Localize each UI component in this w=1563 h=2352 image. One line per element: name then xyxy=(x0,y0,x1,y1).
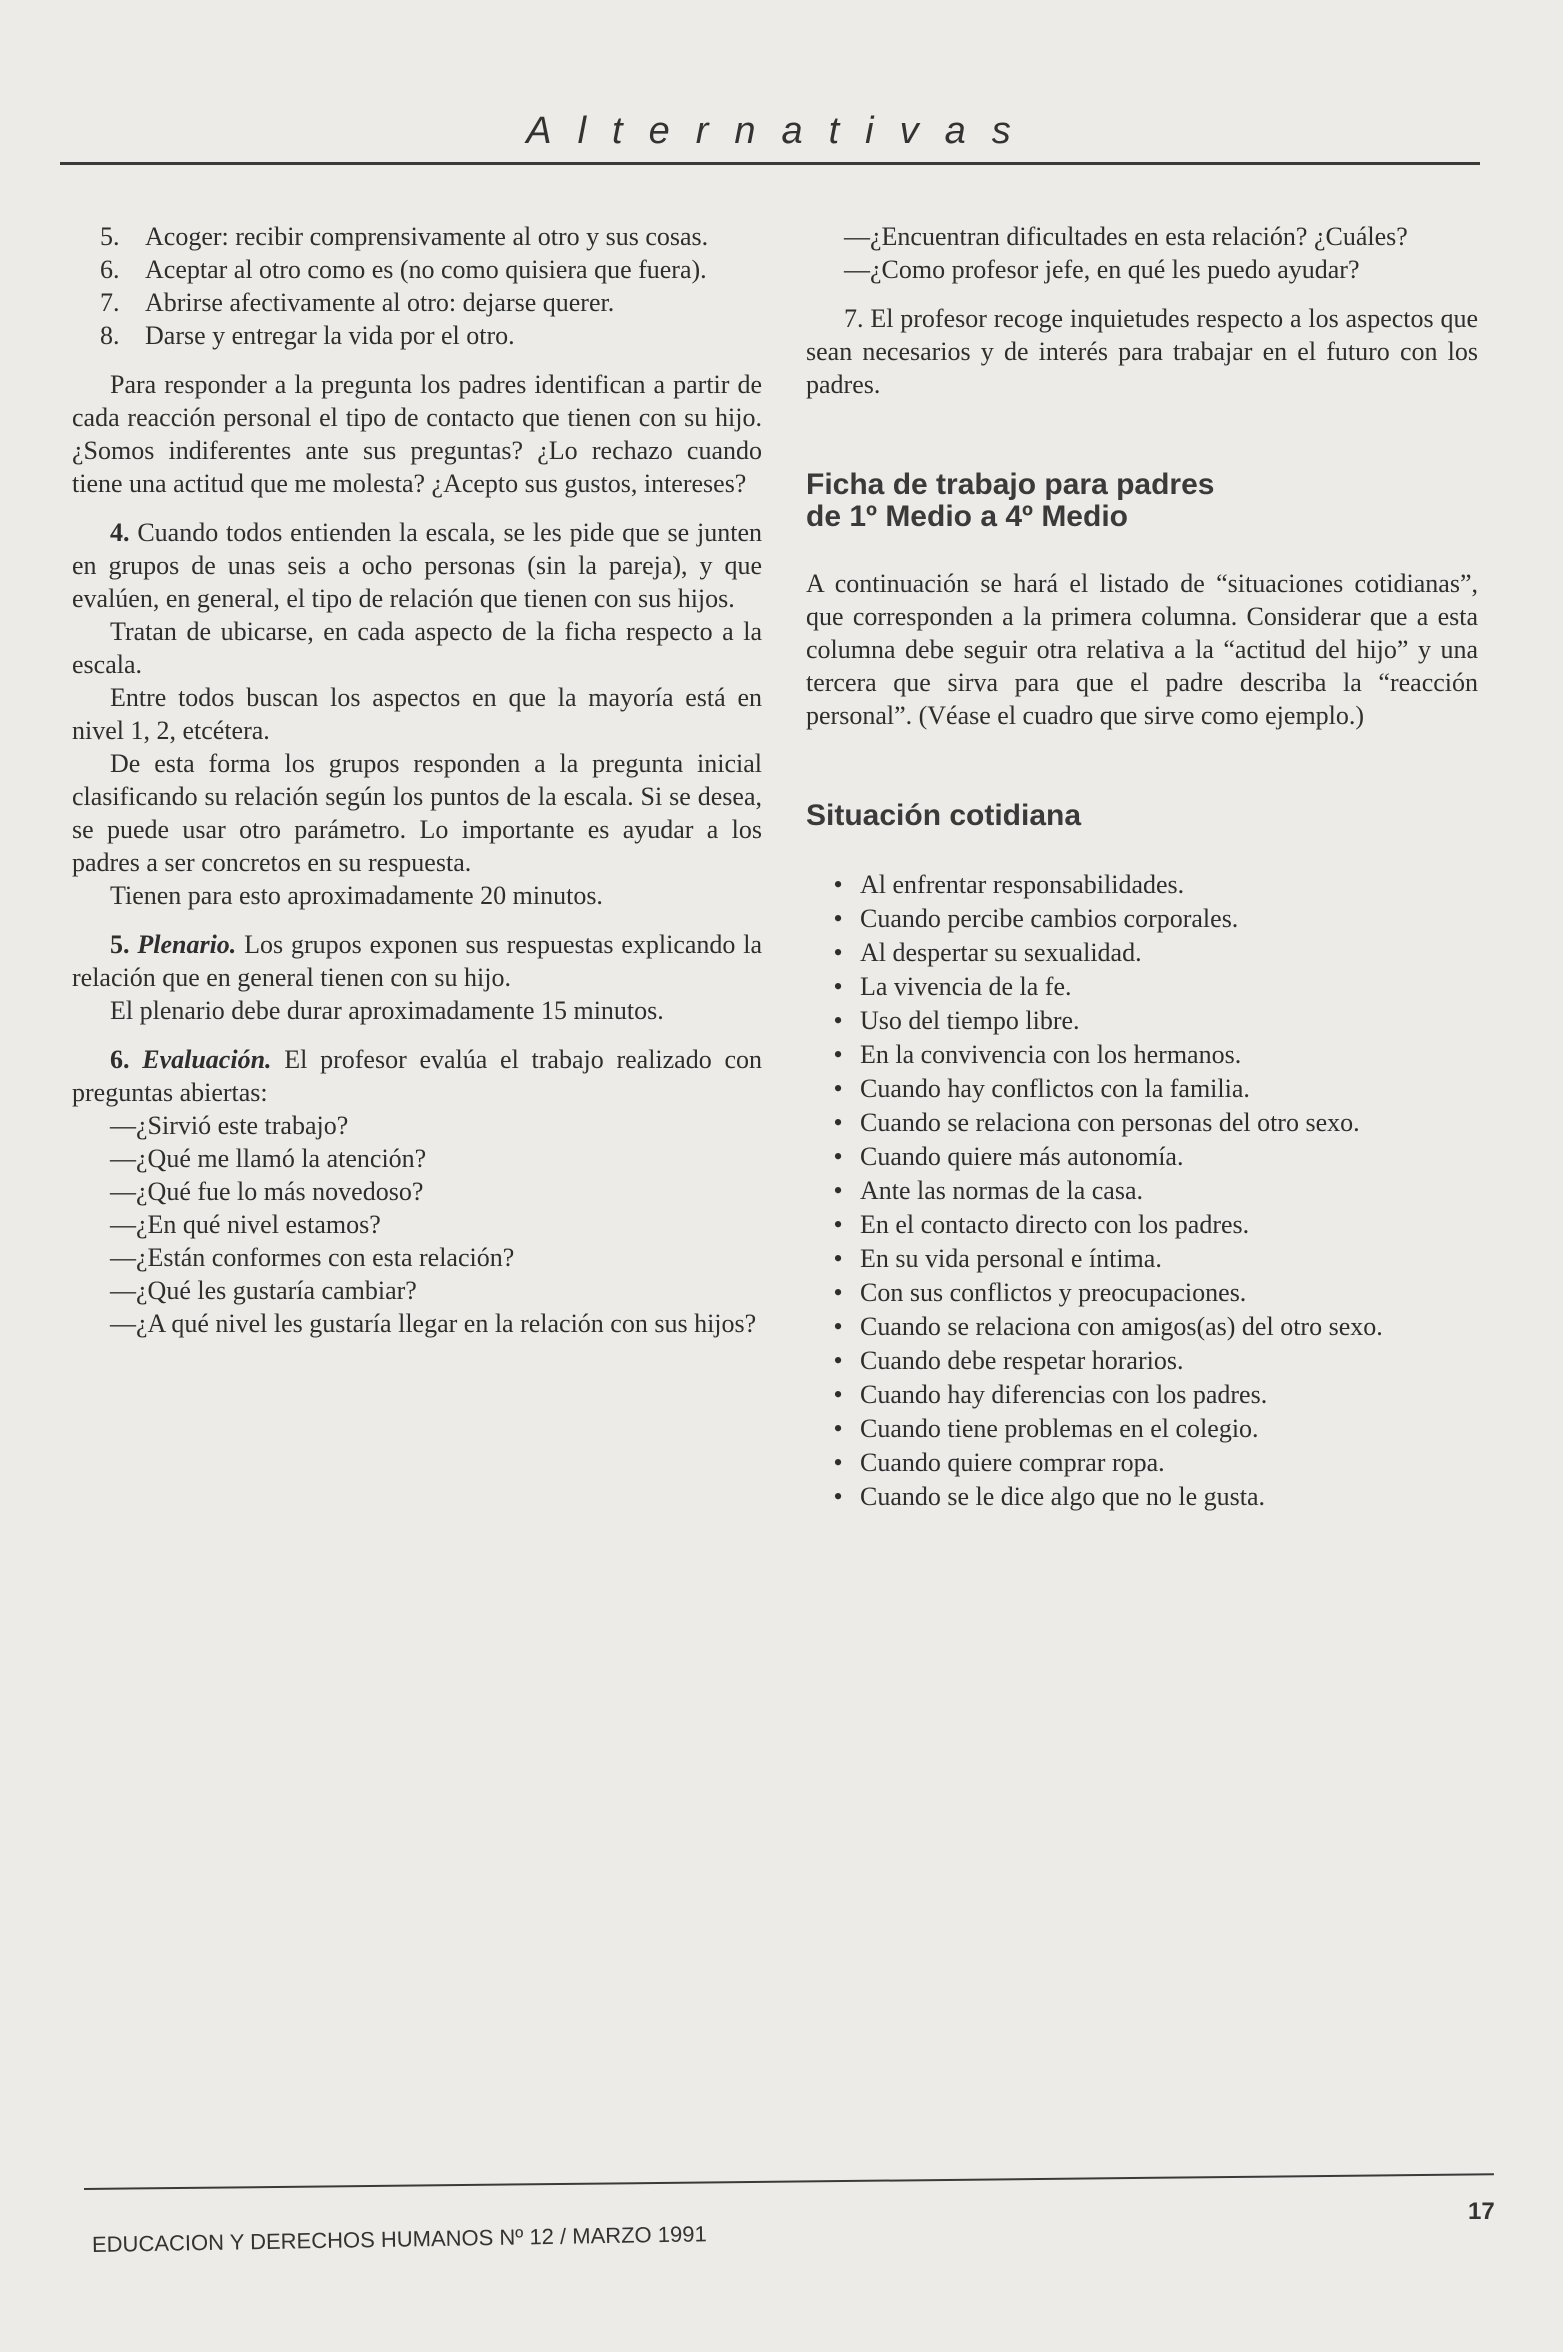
left-column xyxy=(72,220,762,1340)
question-difficulties: —¿Encuentran dificultades en esta relación? ¿Cuáles? xyxy=(844,222,1408,251)
step-4-number: 4. xyxy=(110,518,130,547)
bullet-icon: • xyxy=(833,972,843,1001)
ficha-heading-line-1: Ficha de trabajo para padres xyxy=(806,468,1215,501)
bullet-icon: • xyxy=(833,1312,843,1341)
situacion-text: Cuando debe respetar horarios. xyxy=(860,1346,1184,1375)
footer-rule xyxy=(84,2173,1494,2190)
step-4-paragraph-4: De esta forma los grupos responden a la pregunta inicial clasificando su relación según los puntos de la escala. Si se desea, se puede usar otro parámetro. Lo importante es ayudar a los padres a ser concretos en su respuesta. xyxy=(72,749,762,877)
situacion-item xyxy=(806,868,1478,902)
situacion-text: En la convivencia con los hermanos. xyxy=(860,1040,1242,1069)
situacion-text: Al despertar su sexualidad. xyxy=(860,938,1142,967)
situacion-item xyxy=(806,1038,1478,1072)
question-item: —¿Qué me llamó la atención? xyxy=(110,1144,427,1173)
question-item: —¿Qué les gustaría cambiar? xyxy=(110,1276,417,1305)
question-item: —¿A qué nivel les gustaría llegar en la relación con sus hijos? xyxy=(110,1309,757,1338)
situacion-item xyxy=(806,936,1478,970)
bullet-icon: • xyxy=(833,1244,843,1273)
situacion-text: Cuando tiene problemas en el colegio. xyxy=(860,1414,1259,1443)
question-item: —¿En qué nivel estamos? xyxy=(110,1210,381,1239)
question-item: —¿Qué fue lo más novedoso? xyxy=(110,1177,424,1206)
situacion-item xyxy=(806,1072,1478,1106)
situacion-item xyxy=(806,1242,1478,1276)
bullet-icon: • xyxy=(833,1482,843,1511)
situacion-text: Al enfrentar responsabilidades. xyxy=(860,870,1185,899)
step-4-paragraph-2: Tratan de ubicarse, en cada aspecto de la ficha respecto a la escala. xyxy=(72,617,762,679)
situacion-item xyxy=(806,1378,1478,1412)
situacion-text: Cuando hay diferencias con los padres. xyxy=(860,1380,1268,1409)
list-item-text: Abrirse afectivamente al otro: dejarse querer. xyxy=(145,288,615,317)
step-5-paragraph xyxy=(72,928,762,994)
bullet-icon: • xyxy=(833,1278,843,1307)
situacion-text: Uso del tiempo libre. xyxy=(860,1006,1080,1035)
bullet-icon: • xyxy=(833,1414,843,1443)
situacion-item xyxy=(806,1446,1478,1480)
bullet-icon: • xyxy=(833,1210,843,1239)
situacion-item xyxy=(806,1344,1478,1378)
situacion-item xyxy=(806,1310,1478,1344)
situacion-item xyxy=(806,1140,1478,1174)
step-5-title: Plenario. xyxy=(137,930,237,959)
situacion-item xyxy=(806,1480,1478,1514)
step-7-paragraph: 7. El profesor recoge inquietudes respecto a los aspectos que sean necesarios y de interés para trabajar en el futuro con los padres. xyxy=(806,304,1478,399)
step-6-title: Evaluación. xyxy=(142,1045,272,1074)
list-item xyxy=(72,286,762,319)
step-4-text: Cuando todos entienden la escala, se les pide que se junten en grupos de unas seis a ocho personas (sin la pareja), y que evalúen, en general, el tipo de relación que tienen con sus hijos. xyxy=(72,518,762,613)
situacion-text: La vivencia de la fe. xyxy=(860,972,1072,1001)
situacion-item xyxy=(806,1208,1478,1242)
step-4-paragraph-5: Tienen para esto aproximadamente 20 minutos. xyxy=(110,881,603,910)
ficha-paragraph: A continuación se hará el listado de “situaciones cotidianas”, que corresponden a la primera columna. Considerar que a esta columna debe seguir otra relativa a la “actitud del hijo” y una tercera que sirva para que el padre describa la “reacción personal”. (Véase el cuadro que sirve como ejemplo.) xyxy=(806,569,1478,730)
step-6-number: 6. xyxy=(110,1045,130,1074)
bullet-icon: • xyxy=(833,938,843,967)
bullet-icon: • xyxy=(833,1142,843,1171)
situacion-item xyxy=(806,1174,1478,1208)
bullet-icon: • xyxy=(833,1006,843,1035)
bullet-icon: • xyxy=(833,904,843,933)
question-item: —¿Están conformes con esta relación? xyxy=(110,1243,515,1272)
list-item xyxy=(72,220,762,253)
step-6-text: El profesor evalúa el trabajo realizado con preguntas abiertas: xyxy=(72,1045,762,1107)
step-5-text: Los grupos exponen sus respuestas explicando la relación que en general tienen con su hijo. xyxy=(72,930,763,992)
ficha-heading-line-2: de 1º Medio a 4º Medio xyxy=(806,500,1128,533)
step-5-number: 5. xyxy=(110,930,130,959)
header-rule xyxy=(60,162,1480,165)
bullet-icon: • xyxy=(833,1074,843,1103)
publication-footer: EDUCACION Y DERECHOS HUMANOS Nº 12 / MARZO 1991 xyxy=(91,2221,707,2257)
situacion-text: Cuando quiere más autonomía. xyxy=(860,1142,1184,1171)
bullet-icon: • xyxy=(833,1176,843,1205)
situacion-text: Cuando se le dice algo que no le gusta. xyxy=(860,1482,1266,1511)
list-item-text: Acoger: recibir comprensivamente al otro y sus cosas. xyxy=(145,222,709,251)
list-item-number: 6. xyxy=(100,255,120,284)
situacion-item xyxy=(806,1276,1478,1310)
list-item-text: Darse y entregar la vida por el otro. xyxy=(145,321,515,350)
situacion-item xyxy=(806,970,1478,1004)
bullet-icon: • xyxy=(833,1448,843,1477)
list-item xyxy=(72,253,762,286)
situacion-item xyxy=(806,1412,1478,1446)
situacion-item xyxy=(806,1106,1478,1140)
bullet-icon: • xyxy=(833,1108,843,1137)
list-item-number: 7. xyxy=(100,288,120,317)
situacion-text: Con sus conflictos y preocupaciones. xyxy=(860,1278,1247,1307)
list-item-text: Aceptar al otro como es (no como quisiera que fuera). xyxy=(145,255,707,284)
situacion-text: En su vida personal e íntima. xyxy=(860,1244,1162,1273)
bullet-icon: • xyxy=(833,870,843,899)
step-5-paragraph-2: El plenario debe durar aproximadamente 15 minutos. xyxy=(110,996,664,1025)
question-help: —¿Como profesor jefe, en qué les puedo ayudar? xyxy=(844,255,1360,284)
numbered-list xyxy=(72,220,762,352)
bullet-icon: • xyxy=(833,1380,843,1409)
question-item: —¿Sirvió este trabajo? xyxy=(110,1111,349,1140)
paragraph-respond: Para responder a la pregunta los padres identifican a partir de cada reacción personal el tipo de contacto que tienen con su hijo. ¿Somos indiferentes ante sus preguntas? ¿Lo rechazo cuando tiene una actitud que me molesta? ¿Acepto sus gustos, intereses? xyxy=(72,370,762,498)
situacion-text: Ante las normas de la casa. xyxy=(860,1176,1144,1205)
list-item xyxy=(72,319,762,352)
situacion-heading: Situación cotidiana xyxy=(806,799,1082,832)
situacion-text: Cuando se relaciona con personas del otro sexo. xyxy=(860,1108,1360,1137)
running-title: Alternativas xyxy=(526,110,1037,152)
step-4-paragraph xyxy=(72,516,762,615)
situacion-text: Cuando se relaciona con amigos(as) del otro sexo. xyxy=(860,1312,1383,1341)
situacion-text: Cuando quiere comprar ropa. xyxy=(860,1448,1165,1477)
right-column xyxy=(806,220,1478,1514)
situacion-item xyxy=(806,1004,1478,1038)
situacion-text: Cuando hay conflictos con la familia. xyxy=(860,1074,1250,1103)
ficha-heading xyxy=(806,469,1478,533)
step-4-paragraph-3: Entre todos buscan los aspectos en que la mayoría está en nivel 1, 2, etcétera. xyxy=(72,683,762,745)
page-number: 17 xyxy=(1468,2198,1495,2225)
step-6-paragraph xyxy=(72,1043,762,1109)
list-item-number: 5. xyxy=(100,222,120,251)
bullet-icon: • xyxy=(833,1346,843,1375)
situaciones-list xyxy=(806,868,1478,1514)
situacion-text: Cuando percibe cambios corporales. xyxy=(860,904,1239,933)
situacion-text: En el contacto directo con los padres. xyxy=(860,1210,1250,1239)
situacion-item xyxy=(806,902,1478,936)
bullet-icon: • xyxy=(833,1040,843,1069)
list-item-number: 8. xyxy=(100,321,120,350)
